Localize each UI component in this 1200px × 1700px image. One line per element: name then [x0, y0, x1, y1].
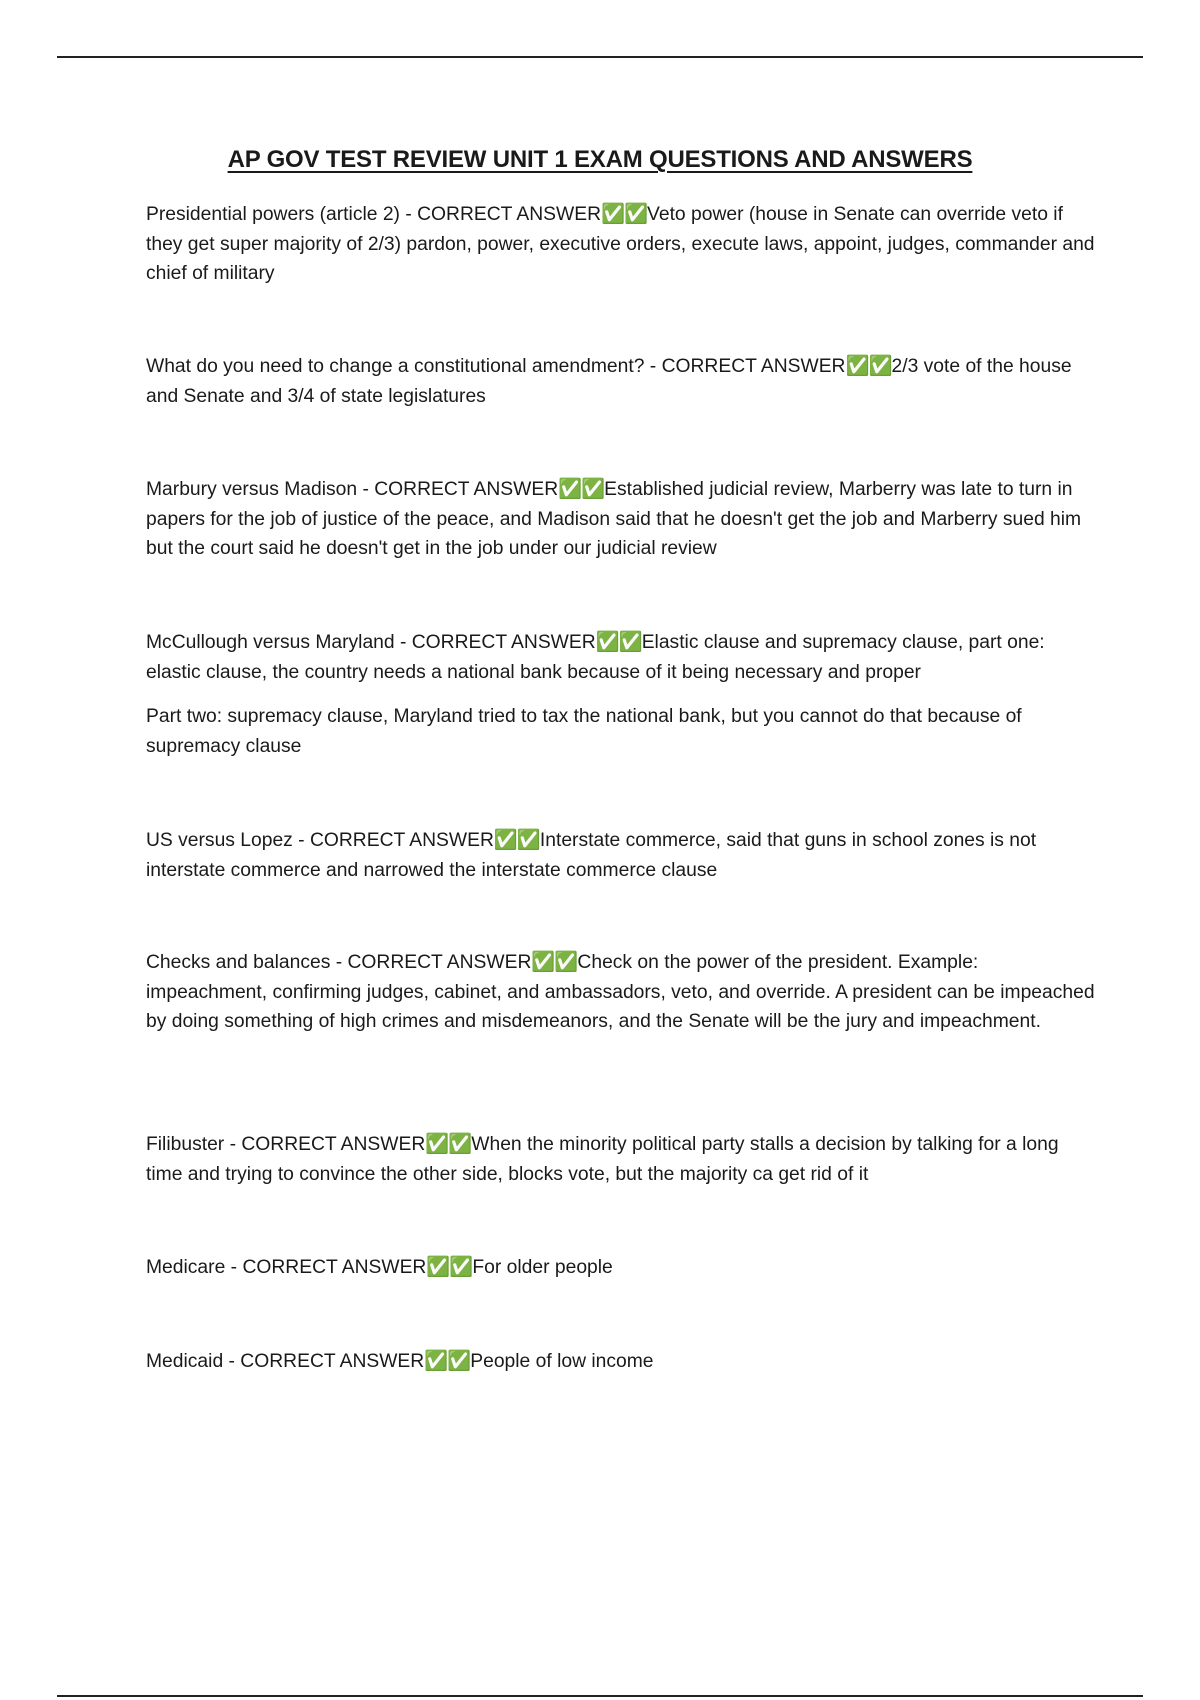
check-mark-icon: ✅✅ [493, 830, 540, 851]
qa-item [146, 1347, 1096, 1377]
qa-item [146, 352, 1096, 411]
qa-text [146, 1253, 1096, 1283]
check-mark-icon: ✅✅ [426, 1257, 473, 1278]
answer-text: Elastic clause and supremacy clause, part one: elastic clause, the country needs a national bank because of it being necessary and proper [146, 632, 1045, 683]
question-text: Medicare [146, 1257, 226, 1278]
answer-part-two: Part two: supremacy clause, Maryland tried to tax the national bank, but you cannot do that because of supremacy clause [146, 706, 1022, 757]
qa-text [146, 475, 1096, 564]
check-mark-icon: ✅✅ [425, 1134, 472, 1155]
qa-text [146, 826, 1096, 885]
check-mark-icon: ✅✅ [558, 479, 605, 500]
qa-item [146, 628, 1096, 761]
qa-item [146, 948, 1096, 1037]
qa-text [146, 1347, 1096, 1377]
answer-separator: - CORRECT ANSWER [330, 952, 532, 973]
qa-item [146, 475, 1096, 564]
answer-separator: - CORRECT ANSWER [223, 1351, 425, 1372]
qa-item [146, 1253, 1096, 1283]
answer-separator: - CORRECT ANSWER [357, 479, 559, 500]
answer-text: Veto power (house in Senate can override veto if they get super majority of 2/3) pardon, power, executive orders, execute laws, appoint, judges, commander and chief of military [146, 204, 1095, 284]
qa-text [146, 1130, 1096, 1189]
bottom-rule [57, 1695, 1143, 1697]
check-mark-icon: ✅✅ [601, 204, 648, 225]
qa-text [146, 948, 1096, 1037]
qa-text [146, 352, 1096, 411]
answer-separator: - CORRECT ANSWER [292, 830, 494, 851]
answer-text: Established judicial review, Marberry was late to turn in papers for the job of justice of the peace, and Madison said that he doesn't get the job and Marberry sued him but the court said he doesn't get in the job under our judicial review [146, 479, 1082, 559]
question-text: Filibuster [146, 1134, 225, 1155]
answer-text: 2/3 vote of the house and Senate and 3/4 of state legislatures [146, 356, 1072, 407]
question-text: US versus Lopez [146, 830, 293, 851]
answer-text: Check on the power of the president. Example: impeachment, confirming judges, cabinet, and ambassadors, veto, and override. A president can be impeached by doing something of high crimes and misdemeanors, and the Senate will be the jury and impeachment. [146, 952, 1095, 1032]
question-text: Medicaid [146, 1351, 224, 1372]
document-title: AP GOV TEST REVIEW UNIT 1 EXAM QUESTIONS AND ANSWERS [227, 146, 973, 173]
answer-separator: - CORRECT ANSWER [399, 204, 602, 225]
question-text: Presidential powers (article 2) [146, 204, 400, 225]
question-text: Marbury versus Madison [146, 479, 358, 500]
answer-text: People of low income [470, 1351, 654, 1372]
check-mark-icon: ✅✅ [595, 632, 642, 653]
answer-text: Interstate commerce, said that guns in school zones is not interstate commerce and narrowed the interstate commerce clause [146, 830, 1037, 881]
answer-text: For older people [472, 1257, 613, 1278]
question-text: What do you need to change a constitutional amendment? [146, 356, 645, 377]
qa-item [146, 826, 1096, 885]
answer-separator: - CORRECT ANSWER [644, 356, 846, 377]
answer-separator: - CORRECT ANSWER [394, 632, 596, 653]
answer-separator: - CORRECT ANSWER [224, 1134, 426, 1155]
check-mark-icon: ✅✅ [424, 1351, 471, 1372]
top-rule [57, 56, 1143, 58]
question-text: Checks and balances [146, 952, 331, 973]
check-mark-icon: ✅✅ [531, 952, 578, 973]
question-text: McCullough versus Maryland [146, 632, 395, 653]
qa-text [146, 628, 1096, 687]
qa-text [146, 200, 1096, 289]
qa-item [146, 200, 1096, 289]
qa-item [146, 1130, 1096, 1189]
check-mark-icon: ✅✅ [845, 356, 892, 377]
answer-separator: - CORRECT ANSWER [225, 1257, 427, 1278]
answer-text: When the minority political party stalls a decision by talking for a long time and trying to convince the other side, blocks vote, but the majority ca get rid of it [146, 1134, 1059, 1185]
